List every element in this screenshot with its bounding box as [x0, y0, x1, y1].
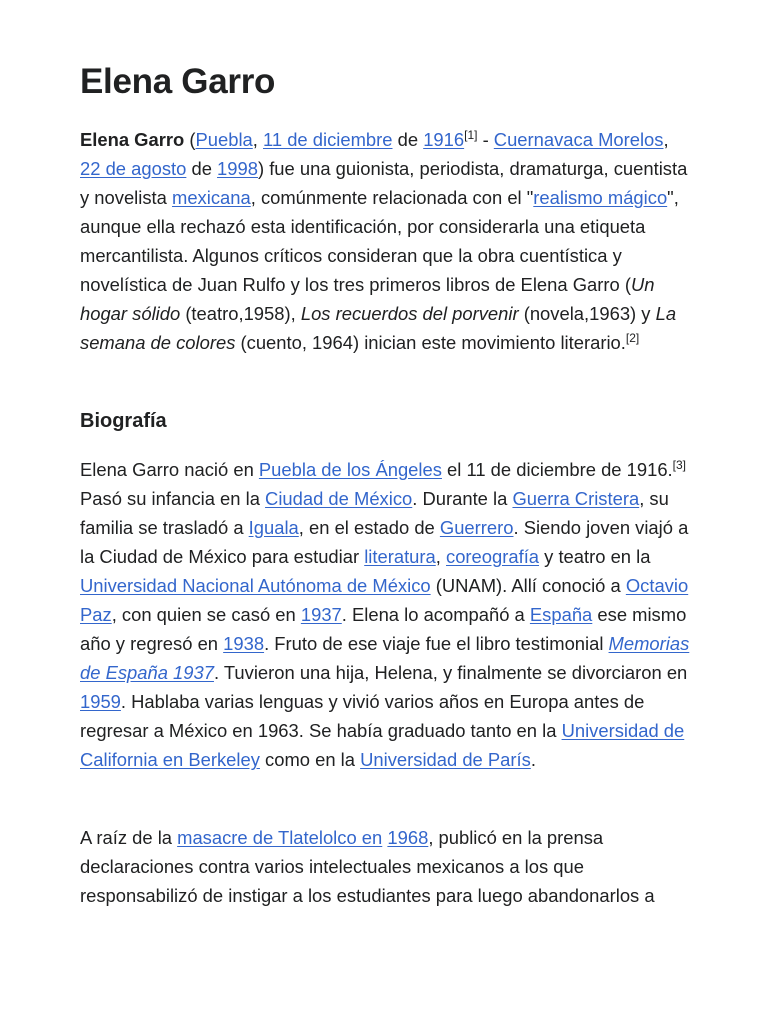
link-octavio-paz[interactable]: Octavio Paz: [80, 575, 689, 625]
link-1916[interactable]: 1916: [423, 129, 465, 150]
link-11-de-diciembre[interactable]: 11 de diciembre: [263, 129, 393, 150]
link-unam[interactable]: Universidad Nacional Autónoma de México: [80, 575, 431, 596]
link-guerrero[interactable]: Guerrero: [439, 517, 514, 538]
tlatelolco-paragraph: A raíz de la masacre de Tlatelolco en 1968, publicó en la prensa declaraciones contra varios intelectuales mexicanos a los que responsabilizó de instigar a los estudiantes para luego abandonarlos a: [80, 827, 655, 906]
link-universidad-de-california-berkeley[interactable]: Universidad de California en Berkeley: [80, 720, 685, 770]
link-22-de-agosto[interactable]: 22 de agosto: [80, 158, 187, 179]
subject-name: Elena Garro: [80, 129, 185, 150]
link-1938[interactable]: 1938: [223, 633, 265, 654]
reference-1[interactable]: [1]: [464, 128, 478, 142]
link-1937[interactable]: 1937: [300, 604, 342, 625]
link-realismo-magico[interactable]: realismo mágico: [533, 187, 668, 208]
reference-2[interactable]: [2]: [625, 331, 640, 345]
section-heading-biografia: Biografía: [80, 410, 167, 432]
link-literatura[interactable]: literatura: [364, 546, 436, 567]
link-coreografia[interactable]: coreografía: [446, 546, 540, 567]
work-title-recuerdos-del-porvenir: Los recuerdos del porvenir: [300, 303, 519, 324]
link-guerra-cristera[interactable]: Guerra Cristera: [512, 488, 640, 509]
link-1998[interactable]: 1998: [217, 158, 258, 179]
page-title: Elena Garro: [80, 62, 276, 101]
reference-3[interactable]: [3]: [672, 458, 686, 472]
link-puebla[interactable]: Puebla: [195, 129, 253, 150]
link-mexicana[interactable]: mexicana: [172, 187, 251, 208]
biography-paragraph: Elena Garro nació en Puebla de los Ángeles el 11 de diciembre de 1916.[3] Pasó su infancia en la Ciudad de México. Durante la Guerra Cristera, su familia se trasladó a Iguala, en el estado de Guerrero. Siendo joven viajó a la Ciudad de México para estudiar literatura, coreografía y teatro en la Universidad Nacional Autónoma de México (UNAM). Allí conoció a Octavio Paz, con quien se casó en 1937. Elena lo acompañó a España ese mismo año y regresó en 1938. Fruto de ese viaje fue el libro testimonial Memorias de España 1937. Tuvieron una hija, Helena, y finalmente se divorciaron en 1959. Hablaba varias lenguas y vivió varios años en Europa antes de regresar a México en 1963. Se había graduado tanto en la Universidad de California en Berkeley como en la Universidad de París.: [80, 458, 690, 770]
intro-paragraph: Elena Garro (Puebla, 11 de diciembre de 1916[1] - Cuernavaca Morelos, 22 de agosto de 1998) fue una guionista, periodista, dramaturga, cuentista y novelista mexicana, comúnmente relacionada con el "realismo mágico", aunque ella rechazó esta identificación, por considerarla una etiqueta mercantilista. Algunos críticos consideran que la obra cuentística y novelística de Juan Rulfo y los tres primeros libros de Elena Garro (Un hogar sólido (teatro,1958), Los recuerdos del porvenir (novela,1963) y La semana de colores (cuento, 1964) inician este movimiento literario.[2]: [80, 128, 688, 353]
link-1959[interactable]: 1959: [80, 691, 121, 712]
link-universidad-de-paris[interactable]: Universidad de París: [360, 749, 531, 770]
work-title-hogar-solido: Un hogar sólido: [80, 274, 655, 324]
work-title-semana-de-colores: La semana de colores: [80, 303, 677, 353]
link-1968[interactable]: 1968: [387, 827, 429, 848]
link-ciudad-de-mexico[interactable]: Ciudad de México: [265, 488, 413, 509]
link-memorias-de-espana-1937[interactable]: Memorias de España 1937: [80, 633, 690, 683]
link-puebla-de-los-angeles[interactable]: Puebla de los Ángeles: [258, 459, 442, 480]
link-iguala[interactable]: Iguala: [248, 517, 299, 538]
link-masacre-de-tlatelolco[interactable]: masacre de Tlatelolco en: [177, 827, 383, 848]
link-espana[interactable]: España: [529, 604, 593, 625]
link-cuernavaca-morelos[interactable]: Cuernavaca Morelos: [493, 129, 664, 150]
